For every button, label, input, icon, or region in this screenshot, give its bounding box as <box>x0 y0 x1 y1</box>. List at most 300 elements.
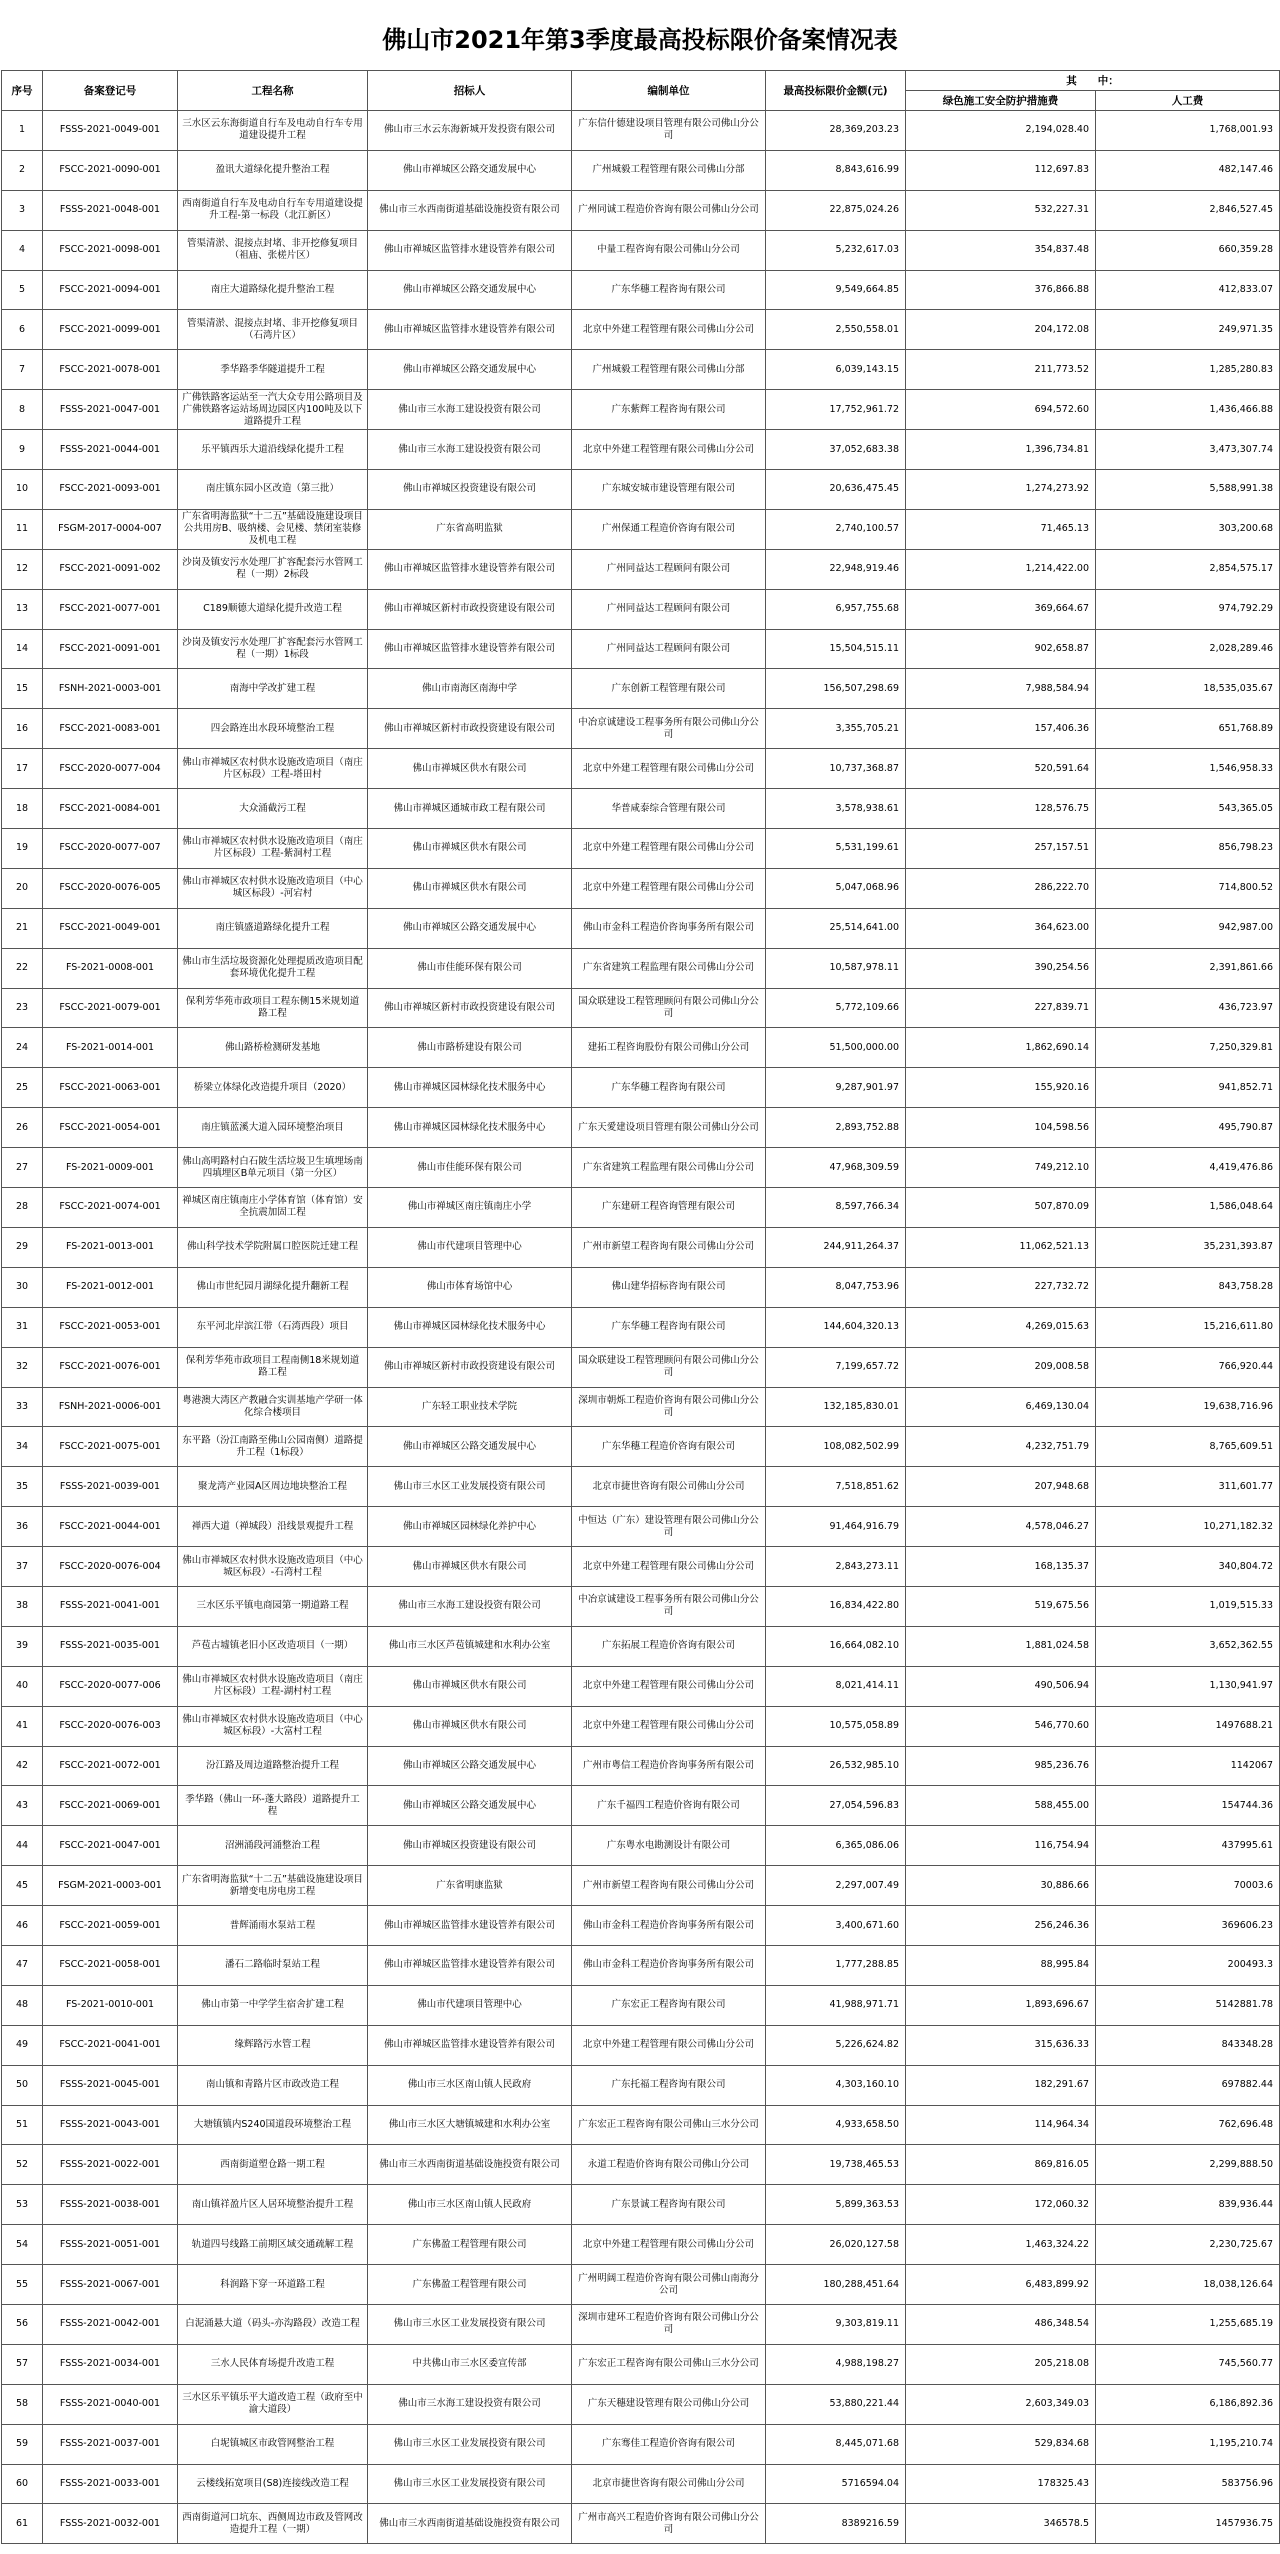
cell-labor-cost: 369606.23 <box>1096 1906 1280 1946</box>
header-project-name: 工程名称 <box>178 71 368 111</box>
cell-max-price: 22,875,024.26 <box>766 190 906 230</box>
cell-registration-no: FSSS-2021-0051-001 <box>43 2225 178 2265</box>
cell-labor-cost: 436,723.97 <box>1096 988 1280 1028</box>
cell-labor-cost: 941,852.71 <box>1096 1068 1280 1108</box>
cell-max-price: 156,507,298.69 <box>766 669 906 709</box>
cell-compiler: 广东宏正工程咨询有限公司佛山三水分公司 <box>572 2105 766 2145</box>
cell-tenderer: 佛山市体育场馆中心 <box>368 1267 572 1307</box>
cell-project-name: 盈讯大道绿化提升整治工程 <box>178 150 368 190</box>
cell-green-safety-fee: 520,591.64 <box>906 749 1096 789</box>
cell-compiler: 北京中外建工程管理有限公司佛山分公司 <box>572 2025 766 2065</box>
cell-labor-cost: 660,359.28 <box>1096 230 1280 270</box>
cell-tenderer: 佛山市禅城区园林绿化养护中心 <box>368 1507 572 1547</box>
cell-tenderer: 佛山市三水区工业发展投资有限公司 <box>368 2464 572 2504</box>
cell-tenderer: 佛山市禅城区公路交通发展中心 <box>368 1746 572 1786</box>
cell-labor-cost: 1,195,210.74 <box>1096 2424 1280 2464</box>
table-row <box>2 2464 1280 2504</box>
cell-max-price: 5,899,363.53 <box>766 2185 906 2225</box>
table-row <box>2 430 1280 470</box>
cell-registration-no: FS-2021-0009-001 <box>43 1148 178 1188</box>
cell-registration-no: FSSS-2021-0038-001 <box>43 2185 178 2225</box>
cell-max-price: 17,752,961.72 <box>766 390 906 430</box>
cell-labor-cost: 1497688.21 <box>1096 1706 1280 1746</box>
cell-seq: 38 <box>2 1586 43 1626</box>
cell-registration-no: FSCC-2021-0083-001 <box>43 709 178 749</box>
cell-registration-no: FSCC-2021-0059-001 <box>43 1906 178 1946</box>
cell-max-price: 19,738,465.53 <box>766 2145 906 2185</box>
table-row <box>2 2384 1280 2424</box>
cell-seq: 31 <box>2 1307 43 1347</box>
cell-tenderer: 佛山市三水区南山镇人民政府 <box>368 2065 572 2105</box>
cell-project-name: 佛山市禅城区农村供水设施改造项目（南庄片区标段）工程-湖村村工程 <box>178 1666 368 1706</box>
cell-max-price: 244,911,264.37 <box>766 1227 906 1267</box>
cell-compiler: 广州城毅工程管理有限公司佛山分部 <box>572 350 766 390</box>
cell-seq: 32 <box>2 1347 43 1387</box>
cell-seq: 20 <box>2 868 43 908</box>
table-row <box>2 1068 1280 1108</box>
table-row <box>2 868 1280 908</box>
cell-labor-cost: 3,652,362.55 <box>1096 1626 1280 1666</box>
cell-tenderer: 佛山市代建项目管理中心 <box>368 1227 572 1267</box>
cell-tenderer: 佛山市禅城区监管排水建设管养有限公司 <box>368 230 572 270</box>
table-row <box>2 230 1280 270</box>
cell-seq: 58 <box>2 2384 43 2424</box>
cell-seq: 24 <box>2 1028 43 1068</box>
cell-labor-cost: 7,250,329.81 <box>1096 1028 1280 1068</box>
cell-max-price: 7,199,657.72 <box>766 1347 906 1387</box>
table-row <box>2 1666 1280 1706</box>
cell-project-name: 缘辉路污水管工程 <box>178 2025 368 2065</box>
cell-tenderer: 佛山市三水西南街道基础设施投资有限公司 <box>368 2504 572 2544</box>
table-row <box>2 190 1280 230</box>
cell-seq: 53 <box>2 2185 43 2225</box>
cell-seq: 15 <box>2 669 43 709</box>
cell-registration-no: FSCC-2020-0076-004 <box>43 1547 178 1587</box>
cell-seq: 30 <box>2 1267 43 1307</box>
cell-compiler: 广东拓展工程造价咨询有限公司 <box>572 1626 766 1666</box>
cell-compiler: 北京市捷世咨询有限公司佛山分公司 <box>572 2464 766 2504</box>
cell-max-price: 9,303,819.11 <box>766 2304 906 2344</box>
cell-labor-cost: 583756.96 <box>1096 2464 1280 2504</box>
cell-registration-no: FSSS-2021-0032-001 <box>43 2504 178 2544</box>
cell-registration-no: FSSS-2021-0037-001 <box>43 2424 178 2464</box>
page-title: 佛山市2021年第3季度最高投标限价备案情况表 <box>382 26 898 54</box>
cell-project-name: 南庄镇东园小区改造（第三批） <box>178 470 368 510</box>
cell-compiler: 广东宏正工程咨询有限公司佛山三水分公司 <box>572 2344 766 2384</box>
cell-green-safety-fee: 2,194,028.40 <box>906 111 1096 151</box>
table-row <box>2 470 1280 510</box>
table-row <box>2 749 1280 789</box>
cell-max-price: 8,445,071.68 <box>766 2424 906 2464</box>
cell-green-safety-fee: 11,062,521.13 <box>906 1227 1096 1267</box>
cell-green-safety-fee: 902,658.87 <box>906 629 1096 669</box>
cell-max-price: 2,843,273.11 <box>766 1547 906 1587</box>
cell-green-safety-fee: 1,274,273.92 <box>906 470 1096 510</box>
cell-seq: 46 <box>2 1906 43 1946</box>
cell-max-price: 4,303,160.10 <box>766 2065 906 2105</box>
cell-registration-no: FSCC-2020-0077-004 <box>43 749 178 789</box>
cell-registration-no: FSSS-2021-0043-001 <box>43 2105 178 2145</box>
cell-compiler: 国众联建设工程管理顾问有限公司佛山分公司 <box>572 1347 766 1387</box>
table-row <box>2 1945 1280 1985</box>
table-row <box>2 2145 1280 2185</box>
cell-project-name: 沙岗及镇安污水处理厂扩容配套污水管网工程（一期）1标段 <box>178 629 368 669</box>
cell-green-safety-fee: 519,675.56 <box>906 1586 1096 1626</box>
cell-project-name: 南海中学改扩建工程 <box>178 669 368 709</box>
cell-compiler: 广东城安城市建设管理有限公司 <box>572 470 766 510</box>
cell-seq: 7 <box>2 350 43 390</box>
cell-max-price: 5,226,624.82 <box>766 2025 906 2065</box>
table-row <box>2 629 1280 669</box>
cell-project-name: 东平路（汾江南路至佛山公园南侧）道路提升工程（1标段） <box>178 1427 368 1467</box>
cell-max-price: 91,464,916.79 <box>766 1507 906 1547</box>
cell-seq: 29 <box>2 1227 43 1267</box>
cell-seq: 60 <box>2 2464 43 2504</box>
table-row <box>2 1626 1280 1666</box>
cell-compiler: 北京中外建工程管理有限公司佛山分公司 <box>572 2225 766 2265</box>
cell-green-safety-fee: 315,636.33 <box>906 2025 1096 2065</box>
cell-project-name: 大塘镇镇内S240国道段环境整治工程 <box>178 2105 368 2145</box>
cell-max-price: 28,369,203.23 <box>766 111 906 151</box>
cell-compiler: 广州明阔工程造价咨询有限公司佛山南海分公司 <box>572 2265 766 2305</box>
header-green-safety-fee: 绿色施工安全防护措施费 <box>906 91 1096 111</box>
cell-project-name: 佛山市生活垃圾资源化处理提质改造项目配套环境优化提升工程 <box>178 948 368 988</box>
cell-green-safety-fee: 178325.43 <box>906 2464 1096 2504</box>
cell-tenderer: 佛山市佳能环保有限公司 <box>368 948 572 988</box>
cell-tenderer: 佛山市禅城区新村市政投资建设有限公司 <box>368 589 572 629</box>
cell-project-name: 南庄镇蓝溪大道入园环境整治项目 <box>178 1108 368 1148</box>
cell-seq: 54 <box>2 2225 43 2265</box>
cell-registration-no: FSCC-2021-0072-001 <box>43 1746 178 1786</box>
cell-seq: 44 <box>2 1826 43 1866</box>
cell-green-safety-fee: 71,465.13 <box>906 509 1096 549</box>
cell-tenderer: 佛山市禅城区监管排水建设管养有限公司 <box>368 1945 572 1985</box>
cell-max-price: 5,772,109.66 <box>766 988 906 1028</box>
cell-labor-cost: 714,800.52 <box>1096 868 1280 908</box>
cell-registration-no: FS-2021-0010-001 <box>43 1985 178 2025</box>
cell-green-safety-fee: 390,254.56 <box>906 948 1096 988</box>
cell-project-name: 南山镇祥盈片区人居环境整治提升工程 <box>178 2185 368 2225</box>
cell-max-price: 4,988,198.27 <box>766 2344 906 2384</box>
cell-green-safety-fee: 4,232,751.79 <box>906 1427 1096 1467</box>
cell-compiler: 北京中外建工程管理有限公司佛山分公司 <box>572 1666 766 1706</box>
cell-project-name: 季华路季华隧道提升工程 <box>178 350 368 390</box>
cell-tenderer: 佛山市禅城区新村市政投资建设有限公司 <box>368 709 572 749</box>
table-row <box>2 270 1280 310</box>
cell-compiler: 广东华穗工程咨询有限公司 <box>572 1307 766 1347</box>
cell-green-safety-fee: 529,834.68 <box>906 2424 1096 2464</box>
cell-project-name: 广佛铁路客运站至一汽大众专用公路项目及广佛铁路客运站场周边园区内100吨及以下道路提升工程 <box>178 390 368 430</box>
cell-tenderer: 佛山市三水区芦苞镇城建和水利办公室 <box>368 1626 572 1666</box>
cell-max-price: 1,777,288.85 <box>766 1945 906 1985</box>
cell-project-name: 广东省明海监狱“十二五”基础设施建设项目公共用房B、吸纳楼、会见楼、禁闭室装修及机电工程 <box>178 509 368 549</box>
header-compiler: 编制单位 <box>572 71 766 111</box>
table-row <box>2 2504 1280 2544</box>
table-row <box>2 1467 1280 1507</box>
cell-registration-no: FSCC-2020-0076-005 <box>43 868 178 908</box>
cell-tenderer: 佛山市禅城区公路交通发展中心 <box>368 1427 572 1467</box>
cell-tenderer: 佛山市禅城区公路交通发展中心 <box>368 908 572 948</box>
table-row <box>2 2065 1280 2105</box>
cell-green-safety-fee: 155,920.16 <box>906 1068 1096 1108</box>
cell-labor-cost: 1,586,048.64 <box>1096 1188 1280 1228</box>
cell-max-price: 2,297,007.49 <box>766 1866 906 1906</box>
cell-project-name: 沼洲涌段河涌整治工程 <box>178 1826 368 1866</box>
header-labor-cost: 人工费 <box>1096 91 1280 111</box>
cell-green-safety-fee: 1,862,690.14 <box>906 1028 1096 1068</box>
cell-compiler: 佛山市金科工程造价咨询事务所有限公司 <box>572 908 766 948</box>
cell-registration-no: FSCC-2020-0077-007 <box>43 829 178 869</box>
cell-max-price: 5,232,617.03 <box>766 230 906 270</box>
cell-compiler: 广东景诚工程咨询有限公司 <box>572 2185 766 2225</box>
cell-registration-no: FSCC-2021-0044-001 <box>43 1507 178 1547</box>
cell-tenderer: 佛山市代建项目管理中心 <box>368 1985 572 2025</box>
cell-green-safety-fee: 376,866.88 <box>906 270 1096 310</box>
cell-compiler: 国众联建设工程管理顾问有限公司佛山分公司 <box>572 988 766 1028</box>
cell-tenderer: 佛山市禅城区通城市政工程有限公司 <box>368 789 572 829</box>
filing-table <box>1 70 1280 2544</box>
cell-green-safety-fee: 364,623.00 <box>906 908 1096 948</box>
cell-seq: 56 <box>2 2304 43 2344</box>
table-row <box>2 709 1280 749</box>
cell-green-safety-fee: 257,157.51 <box>906 829 1096 869</box>
cell-green-safety-fee: 116,754.94 <box>906 1826 1096 1866</box>
cell-max-price: 26,020,127.58 <box>766 2225 906 2265</box>
cell-registration-no: FSSS-2021-0034-001 <box>43 2344 178 2384</box>
cell-tenderer: 佛山市禅城区监管排水建设管养有限公司 <box>368 629 572 669</box>
header-registration-no: 备案登记号 <box>43 71 178 111</box>
cell-labor-cost: 340,804.72 <box>1096 1547 1280 1587</box>
cell-green-safety-fee: 346578.5 <box>906 2504 1096 2544</box>
cell-labor-cost: 2,846,527.45 <box>1096 190 1280 230</box>
cell-green-safety-fee: 694,572.60 <box>906 390 1096 430</box>
cell-green-safety-fee: 4,269,015.63 <box>906 1307 1096 1347</box>
table-row <box>2 1786 1280 1826</box>
cell-project-name: 佛山市禅城区农村供水设施改造项目（中心城区标段）-大富村工程 <box>178 1706 368 1746</box>
cell-max-price: 8,597,766.34 <box>766 1188 906 1228</box>
cell-seq: 1 <box>2 111 43 151</box>
cell-labor-cost: 2,230,725.67 <box>1096 2225 1280 2265</box>
cell-project-name: 三水区乐平镇电商园第一期道路工程 <box>178 1586 368 1626</box>
cell-tenderer: 佛山市禅城区供水有限公司 <box>368 1547 572 1587</box>
cell-labor-cost: 154744.36 <box>1096 1786 1280 1826</box>
cell-tenderer: 佛山市禅城区园林绿化技术服务中心 <box>368 1068 572 1108</box>
cell-project-name: 大众涌截污工程 <box>178 789 368 829</box>
cell-green-safety-fee: 30,886.66 <box>906 1866 1096 1906</box>
table-row <box>2 2185 1280 2225</box>
cell-tenderer: 佛山市三水区工业发展投资有限公司 <box>368 2424 572 2464</box>
cell-seq: 12 <box>2 549 43 589</box>
cell-labor-cost: 5142881.78 <box>1096 1985 1280 2025</box>
cell-seq: 50 <box>2 2065 43 2105</box>
cell-labor-cost: 942,987.00 <box>1096 908 1280 948</box>
cell-tenderer: 中共佛山市三水区委宣传部 <box>368 2344 572 2384</box>
table-row <box>2 1507 1280 1547</box>
cell-compiler: 广东千福四工程造价咨询有限公司 <box>572 1786 766 1826</box>
cell-compiler: 建拓工程咨询股份有限公司佛山分公司 <box>572 1028 766 1068</box>
cell-seq: 45 <box>2 1866 43 1906</box>
cell-labor-cost: 2,854,575.17 <box>1096 549 1280 589</box>
cell-registration-no: FS-2021-0013-001 <box>43 1227 178 1267</box>
cell-max-price: 10,587,978.11 <box>766 948 906 988</box>
cell-labor-cost: 2,391,861.66 <box>1096 948 1280 988</box>
cell-project-name: 四会路连出水段环境整治工程 <box>178 709 368 749</box>
cell-project-name: 佛山市第一中学学生宿舍扩建工程 <box>178 1985 368 2025</box>
cell-max-price: 2,740,100.57 <box>766 509 906 549</box>
cell-green-safety-fee: 205,218.08 <box>906 2344 1096 2384</box>
table-row <box>2 2265 1280 2305</box>
cell-labor-cost: 843348.28 <box>1096 2025 1280 2065</box>
table-row <box>2 1188 1280 1228</box>
cell-compiler: 广东天穗建设管理有限公司佛山分公司 <box>572 2384 766 2424</box>
cell-project-name: 管渠清淤、混接点封堵、非开挖修复项目（石湾片区） <box>178 310 368 350</box>
table-row <box>2 549 1280 589</box>
cell-project-name: 三水区云东海街道自行车及电动自行车专用道建设提升工程 <box>178 111 368 151</box>
cell-seq: 55 <box>2 2265 43 2305</box>
cell-green-safety-fee: 128,576.75 <box>906 789 1096 829</box>
cell-project-name: 沙岗及镇安污水处理厂扩容配套污水管网工程（一期）2标段 <box>178 549 368 589</box>
cell-seq: 52 <box>2 2145 43 2185</box>
cell-tenderer: 佛山市三水海工建设投资有限公司 <box>368 2384 572 2424</box>
cell-registration-no: FSSS-2021-0041-001 <box>43 1586 178 1626</box>
table-row <box>2 908 1280 948</box>
cell-project-name: 轨道四号线路工前期区域交通疏解工程 <box>178 2225 368 2265</box>
cell-labor-cost: 6,186,892.36 <box>1096 2384 1280 2424</box>
cell-seq: 34 <box>2 1427 43 1467</box>
table-row <box>2 1906 1280 1946</box>
cell-labor-cost: 745,560.77 <box>1096 2344 1280 2384</box>
cell-registration-no: FSCC-2021-0074-001 <box>43 1188 178 1228</box>
cell-max-price: 22,948,919.46 <box>766 549 906 589</box>
cell-green-safety-fee: 1,463,324.22 <box>906 2225 1096 2265</box>
cell-green-safety-fee: 209,008.58 <box>906 1347 1096 1387</box>
cell-tenderer: 佛山市三水区南山镇人民政府 <box>368 2185 572 2225</box>
cell-green-safety-fee: 369,664.67 <box>906 589 1096 629</box>
cell-registration-no: FSSS-2021-0047-001 <box>43 390 178 430</box>
cell-max-price: 10,575,058.89 <box>766 1706 906 1746</box>
cell-registration-no: FSCC-2021-0075-001 <box>43 1427 178 1467</box>
cell-tenderer: 佛山市禅城区新村市政投资建设有限公司 <box>368 1347 572 1387</box>
cell-registration-no: FSSS-2021-0042-001 <box>43 2304 178 2344</box>
cell-compiler: 中恒达（广东）建设管理有限公司佛山分公司 <box>572 1507 766 1547</box>
table-row <box>2 2344 1280 2384</box>
cell-labor-cost: 5,588,991.38 <box>1096 470 1280 510</box>
table-row <box>2 1028 1280 1068</box>
table-row <box>2 509 1280 549</box>
cell-labor-cost: 1,255,685.19 <box>1096 2304 1280 2344</box>
table-row <box>2 1706 1280 1746</box>
cell-labor-cost: 18,038,126.64 <box>1096 2265 1280 2305</box>
cell-tenderer: 佛山市三水区大塘镇城建和水利办公室 <box>368 2105 572 2145</box>
cell-max-price: 2,893,752.88 <box>766 1108 906 1148</box>
cell-tenderer: 佛山市三水海工建设投资有限公司 <box>368 390 572 430</box>
cell-seq: 59 <box>2 2424 43 2464</box>
cell-project-name: 白坭镇城区市政管网整治工程 <box>178 2424 368 2464</box>
cell-seq: 61 <box>2 2504 43 2544</box>
table-row <box>2 669 1280 709</box>
cell-tenderer: 佛山市禅城区监管排水建设管养有限公司 <box>368 310 572 350</box>
cell-tenderer: 佛山市三水区工业发展投资有限公司 <box>368 2304 572 2344</box>
cell-labor-cost: 15,216,611.80 <box>1096 1307 1280 1347</box>
cell-registration-no: FSCC-2021-0093-001 <box>43 470 178 510</box>
cell-project-name: 科润路下穿一环道路工程 <box>178 2265 368 2305</box>
cell-compiler: 广东托福工程咨询有限公司 <box>572 2065 766 2105</box>
cell-compiler: 广东创新工程管理有限公司 <box>572 669 766 709</box>
cell-seq: 41 <box>2 1706 43 1746</box>
cell-labor-cost: 762,696.48 <box>1096 2105 1280 2145</box>
cell-labor-cost: 856,798.23 <box>1096 829 1280 869</box>
table-row <box>2 1267 1280 1307</box>
table-row <box>2 829 1280 869</box>
cell-seq: 6 <box>2 310 43 350</box>
table-row <box>2 1586 1280 1626</box>
table-row <box>2 1108 1280 1148</box>
cell-compiler: 深圳市朝烁工程造价咨询有限公司佛山分公司 <box>572 1387 766 1427</box>
cell-project-name: 普辉涌雨水泵站工程 <box>178 1906 368 1946</box>
cell-seq: 14 <box>2 629 43 669</box>
cell-compiler: 广东省建筑工程监理有限公司佛山分公司 <box>572 1148 766 1188</box>
cell-tenderer: 佛山市禅城区供水有限公司 <box>368 829 572 869</box>
cell-tenderer: 佛山市禅城区监管排水建设管养有限公司 <box>368 549 572 589</box>
cell-max-price: 3,355,705.21 <box>766 709 906 749</box>
cell-project-name: 乐平镇西乐大道沿线绿化提升工程 <box>178 430 368 470</box>
cell-green-safety-fee: 1,396,734.81 <box>906 430 1096 470</box>
cell-project-name: 云楼线拓宽项目(S8)连接线改造工程 <box>178 2464 368 2504</box>
cell-seq: 21 <box>2 908 43 948</box>
cell-project-name: 佛山市禅城区农村供水设施改造项目（中心城区标段）-河宕村 <box>178 868 368 908</box>
cell-compiler: 北京中外建工程管理有限公司佛山分公司 <box>572 1547 766 1587</box>
cell-compiler: 广东信什德建设项目管理有限公司佛山分公司 <box>572 111 766 151</box>
table-row <box>2 1227 1280 1267</box>
cell-max-price: 5,531,199.61 <box>766 829 906 869</box>
cell-compiler: 广东华穗工程咨询有限公司 <box>572 1068 766 1108</box>
cell-project-name: 潘石二路临时泵站工程 <box>178 1945 368 1985</box>
cell-compiler: 佛山建华招标咨询有限公司 <box>572 1267 766 1307</box>
table-row <box>2 589 1280 629</box>
cell-registration-no: FSCC-2021-0047-001 <box>43 1826 178 1866</box>
cell-seq: 22 <box>2 948 43 988</box>
cell-max-price: 9,287,901.97 <box>766 1068 906 1108</box>
cell-green-safety-fee: 6,483,899.92 <box>906 2265 1096 2305</box>
cell-compiler: 北京中外建工程管理有限公司佛山分公司 <box>572 868 766 908</box>
cell-max-price: 4,933,658.50 <box>766 2105 906 2145</box>
cell-seq: 37 <box>2 1547 43 1587</box>
cell-labor-cost: 651,768.89 <box>1096 709 1280 749</box>
cell-labor-cost: 766,920.44 <box>1096 1347 1280 1387</box>
cell-green-safety-fee: 207,948.68 <box>906 1467 1096 1507</box>
cell-seq: 16 <box>2 709 43 749</box>
cell-labor-cost: 70003.6 <box>1096 1866 1280 1906</box>
table-row <box>2 1826 1280 1866</box>
cell-compiler: 广州城毅工程管理有限公司佛山分部 <box>572 150 766 190</box>
cell-compiler: 广东华穗工程造价咨询有限公司 <box>572 1427 766 1467</box>
cell-tenderer: 佛山市路桥建设有限公司 <box>368 1028 572 1068</box>
cell-green-safety-fee: 985,236.76 <box>906 1746 1096 1786</box>
cell-green-safety-fee: 112,697.83 <box>906 150 1096 190</box>
cell-seq: 18 <box>2 789 43 829</box>
cell-seq: 42 <box>2 1746 43 1786</box>
cell-compiler: 广东省建筑工程监理有限公司佛山分公司 <box>572 948 766 988</box>
cell-registration-no: FSCC-2021-0041-001 <box>43 2025 178 2065</box>
table-row <box>2 948 1280 988</box>
cell-tenderer: 佛山市三水区工业发展投资有限公司 <box>368 1467 572 1507</box>
cell-green-safety-fee: 114,964.34 <box>906 2105 1096 2145</box>
cell-seq: 3 <box>2 190 43 230</box>
cell-labor-cost: 19,638,716.96 <box>1096 1387 1280 1427</box>
cell-seq: 43 <box>2 1786 43 1826</box>
cell-compiler: 广东天愛建设项目管理有限公司佛山分公司 <box>572 1108 766 1148</box>
cell-project-name: 佛山高明路村白石陂生活垃圾卫生填埋场南四填埋区B单元项目（第一分区） <box>178 1148 368 1188</box>
